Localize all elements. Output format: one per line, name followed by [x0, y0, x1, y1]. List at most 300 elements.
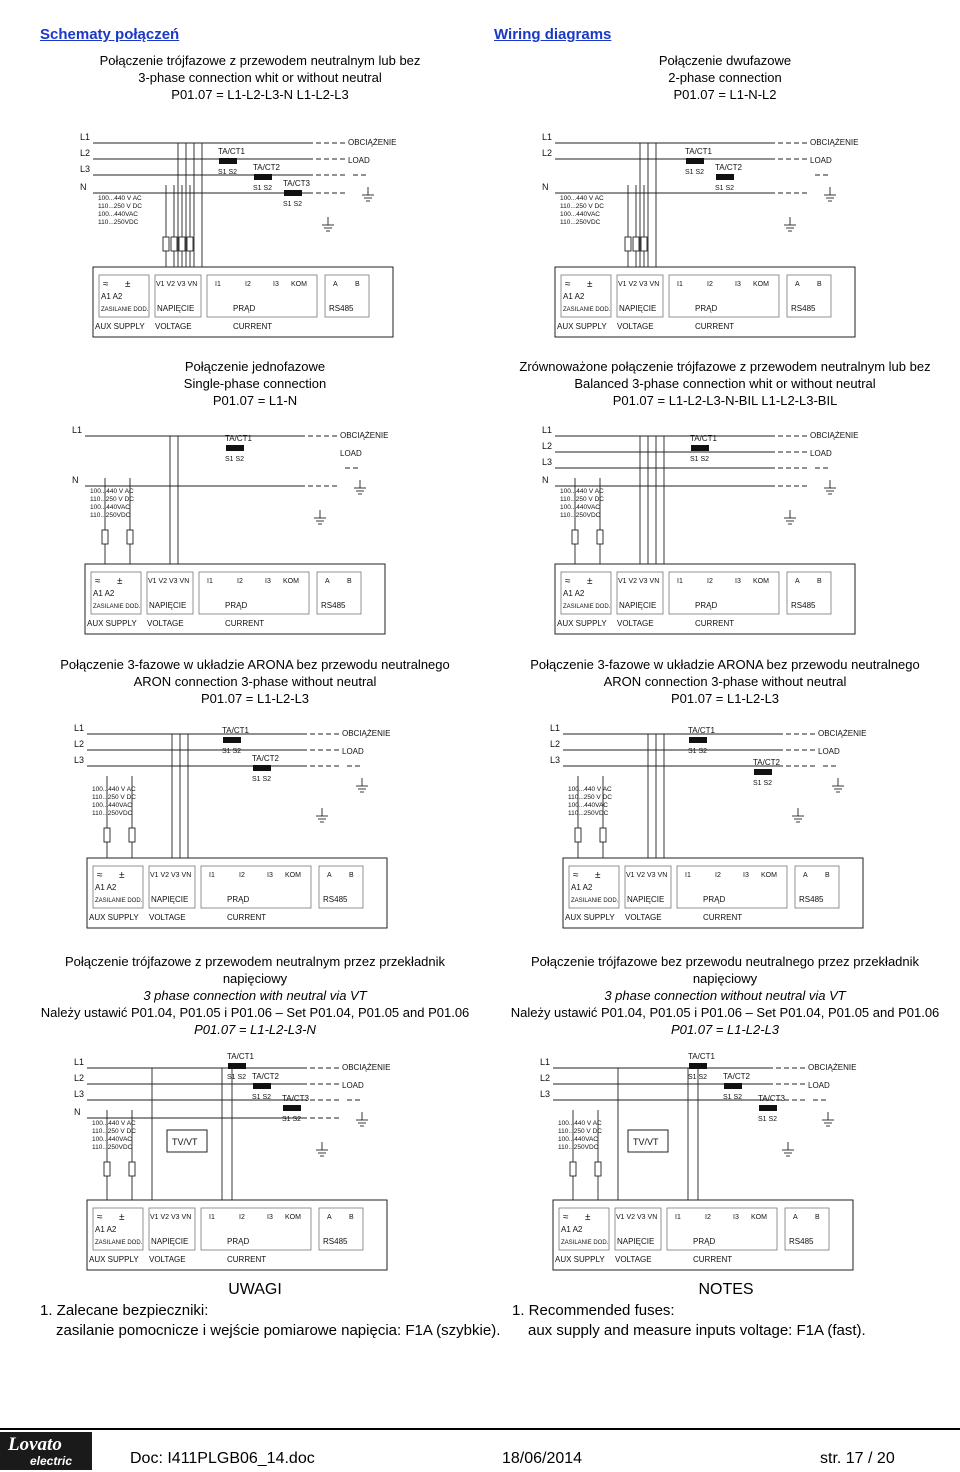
supply-spec: 100...440VAC [92, 802, 132, 809]
diagram-label: A1 A2 [561, 1225, 583, 1234]
diagram-label: KOM [751, 1214, 767, 1221]
caption-3: Połączenie jednofazowe Single-phase connection P01.07 = L1-N [183, 359, 327, 408]
ct-label: TA/CT2 [252, 754, 279, 763]
diagram-label: NAPIĘCIE [151, 895, 189, 904]
dc-symbol: ± [119, 1212, 125, 1223]
ct-label: TA/CT1 [685, 147, 712, 156]
diagram-label: PRĄD [703, 895, 726, 904]
supply-spec: 100...440 V AC [92, 786, 136, 793]
phase-label: L1 [72, 425, 83, 435]
diagram-label: CURRENT [227, 913, 267, 922]
ct-terminals: S1 S2 [758, 1116, 778, 1123]
current-transformer-icon [223, 737, 241, 743]
ct-terminals: S1 S2 [685, 169, 705, 176]
fuse-icon [595, 1162, 601, 1176]
load-label-pl: OBCIĄŻENIE [342, 729, 391, 738]
diagram-label: B [349, 872, 354, 879]
fuse-icon [129, 828, 135, 842]
diagram-label: PRĄD [233, 304, 256, 313]
polish-section-title: Schematy połączeń [40, 26, 180, 43]
ct-terminals: S1 S2 [283, 201, 303, 208]
diagram-label: I1 [677, 281, 683, 288]
diagram-label: KOM [291, 281, 307, 288]
diagram-label: I2 [707, 281, 713, 288]
diagram-label: I2 [239, 1214, 245, 1221]
diagram-label: PRĄD [695, 304, 718, 313]
notes-text-pl: zasilanie pomocnicze i wejście pomiarowe napięcia: F1A (szybkie). [56, 1322, 501, 1339]
fuse-icon [102, 530, 108, 544]
supply-spec: 100...440VAC [568, 802, 608, 809]
diagram-label: VOLTAGE [155, 322, 192, 331]
ac-symbol: ≈ [103, 279, 109, 290]
document-id: Doc: I411PLGB06_14.doc [130, 1450, 315, 1467]
notes-item-pl: 1. Zalecane bezpieczniki: [40, 1302, 209, 1319]
phase-label: L1 [540, 1057, 551, 1067]
supply-spec: 110...250VDC [558, 1144, 599, 1151]
diagram-label: A [327, 872, 332, 879]
diagram-label: AUX SUPPLY [89, 913, 139, 922]
diagram-label: PRĄD [695, 601, 718, 610]
diagram-label: RS485 [323, 895, 348, 904]
diagram-label: ZASILANIE DOD. [95, 1240, 143, 1246]
supply-spec: 100...440 V AC [560, 195, 604, 202]
fuse-icon [633, 237, 639, 251]
diagram-label: PRĄD [227, 895, 250, 904]
dc-symbol: ± [595, 870, 601, 881]
supply-spec: 100...440 V AC [90, 488, 134, 495]
wiring-diagram-balanced [540, 418, 900, 640]
ct-label: TA/CT1 [218, 147, 245, 156]
diagram-label: I2 [237, 578, 243, 585]
supply-spec: 110...250VDC [92, 810, 133, 817]
supply-spec: 100...440VAC [92, 1136, 132, 1143]
diagram-label: A [327, 1214, 332, 1221]
diagram-label: V1 V2 V3 VN [150, 1214, 192, 1221]
ct-terminals: S1 S2 [252, 1094, 272, 1101]
diagram-label: CURRENT [695, 619, 735, 628]
supply-spec: 100...440 V AC [560, 488, 604, 495]
supply-spec: 110...250VDC [560, 219, 601, 226]
supply-spec: 110...250 V DC [92, 794, 136, 801]
phase-label: N [542, 475, 549, 485]
diagram-label: I3 [733, 1214, 739, 1221]
fuse-icon [600, 828, 606, 842]
caption-4: Zrównoważone połączenie trójfazowe z przewodem neutralnym lub bez Balanced 3-phase connection whit or without neutral P01.07 = L1-L2-L3-N-BIL L1-L2-L3-BIL [519, 359, 931, 408]
dc-symbol: ± [585, 1212, 591, 1223]
notes-text-en: aux supply and measure inputs voltage: F1A (fast). [528, 1322, 866, 1339]
diagram-label: RS485 [799, 895, 824, 904]
wiring-diagram-3phase [78, 125, 438, 343]
phase-label: L2 [542, 148, 553, 158]
diagram-label: I2 [239, 872, 245, 879]
current-transformer-icon [226, 445, 244, 451]
ct-label: TA/CT1 [688, 726, 715, 735]
ac-symbol: ≈ [565, 576, 571, 587]
diagram-label: VOLTAGE [625, 913, 662, 922]
phase-label: L2 [542, 441, 553, 451]
wiring-diagram-vt-no-neutral [538, 1050, 898, 1278]
load-label-pl: OBCIĄŻENIE [348, 138, 397, 147]
caption-2: Połączenie dwufazowe 2-phase connection P01.07 = L1-N-L2 [658, 53, 792, 102]
diagram-label: V1 V2 V3 VN [616, 1214, 658, 1221]
current-transformer-icon [284, 190, 302, 196]
diagram-label: CURRENT [695, 322, 735, 331]
ac-symbol: ≈ [97, 870, 103, 881]
wiring-diagram-single-phase [70, 418, 430, 640]
diagram-label: NAPIĘCIE [149, 601, 187, 610]
ct-label: TA/CT3 [282, 1094, 309, 1103]
diagram-label: KOM [283, 578, 299, 585]
load-label-pl: OBCIĄŻENIE [810, 138, 859, 147]
wiring-diagram-vt-neutral [72, 1050, 432, 1278]
diagram-label: I2 [707, 578, 713, 585]
diagram-label: CURRENT [693, 1255, 733, 1264]
supply-spec: 110...250VDC [92, 1144, 133, 1151]
phase-label: L2 [550, 739, 561, 749]
current-transformer-icon [716, 174, 734, 180]
diagram-label: ZASILANIE DOD. [561, 1240, 609, 1246]
diagram-label: A1 A2 [93, 589, 115, 598]
ct-terminals: S1 S2 [253, 185, 273, 192]
phase-label: L1 [542, 425, 553, 435]
diagram-label: I3 [267, 1214, 273, 1221]
wiring-diagram-aron-1 [72, 716, 432, 934]
phase-label: L2 [74, 739, 85, 749]
supply-spec: 110...250 V DC [92, 1128, 136, 1135]
current-transformer-icon [228, 1063, 246, 1069]
diagram-label: VOLTAGE [149, 913, 186, 922]
ac-symbol: ≈ [95, 576, 101, 587]
diagram-label: RS485 [323, 1237, 348, 1246]
diagram-label: A1 A2 [563, 589, 585, 598]
phase-label: N [72, 475, 79, 485]
phase-label: N [542, 182, 549, 192]
load-label-pl: OBCIĄŻENIE [810, 431, 859, 440]
diagram-label: V1 V2 V3 VN [626, 872, 668, 879]
diagram-label: NAPIĘCIE [151, 1237, 189, 1246]
diagram-label: I1 [685, 872, 691, 879]
wiring-diagram-aron-2 [548, 716, 908, 934]
dc-symbol: ± [587, 576, 593, 587]
phase-label: L3 [542, 457, 553, 467]
diagram-label: NAPIĘCIE [619, 304, 657, 313]
diagram-label: AUX SUPPLY [557, 619, 607, 628]
diagram-label: VOLTAGE [615, 1255, 652, 1264]
supply-spec: 110...250VDC [98, 219, 139, 226]
diagram-label: NAPIĘCIE [619, 601, 657, 610]
fuse-icon [163, 237, 169, 251]
diagram-label: B [347, 578, 352, 585]
ct-label: TA/CT2 [723, 1072, 750, 1081]
dc-symbol: ± [119, 870, 125, 881]
diagram-label: I1 [209, 872, 215, 879]
diagram-label: VOLTAGE [617, 619, 654, 628]
ct-terminals: S1 S2 [688, 748, 708, 755]
dc-symbol: ± [587, 279, 593, 290]
diagram-label: KOM [285, 1214, 301, 1221]
fuse-icon [171, 237, 177, 251]
fuse-icon [104, 1162, 110, 1176]
ct-terminals: S1 S2 [252, 776, 272, 783]
ct-terminals: S1 S2 [690, 456, 710, 463]
load-label-en: LOAD [810, 156, 832, 165]
current-transformer-icon [253, 765, 271, 771]
supply-spec: 100...440 V AC [98, 195, 142, 202]
ct-label: TA/CT2 [753, 758, 780, 767]
diagram-label: PRĄD [227, 1237, 250, 1246]
ct-terminals: S1 S2 [688, 1074, 708, 1081]
supply-spec: 110...250 V DC [560, 203, 604, 210]
load-label-pl: OBCIĄŻENIE [818, 729, 867, 738]
supply-spec: 100...440VAC [560, 504, 600, 511]
diagram-label: AUX SUPPLY [565, 913, 615, 922]
current-transformer-icon [754, 769, 772, 775]
load-label-en: LOAD [810, 449, 832, 458]
diagram-label: I3 [265, 578, 271, 585]
phase-label: L2 [74, 1073, 85, 1083]
load-label-en: LOAD [348, 156, 370, 165]
vt-label: TV/VT [633, 1137, 659, 1147]
diagram-label: RS485 [329, 304, 354, 313]
page-number: str. 17 / 20 [820, 1450, 895, 1467]
load-label-en: LOAD [340, 449, 362, 458]
diagram-label: I1 [215, 281, 221, 288]
fuse-icon [625, 237, 631, 251]
diagram-label: ZASILANIE DOD. [563, 307, 611, 313]
diagram-label: PRĄD [693, 1237, 716, 1246]
diagram-label: B [825, 872, 830, 879]
diagram-label: CURRENT [703, 913, 743, 922]
diagram-label: CURRENT [225, 619, 265, 628]
load-label-en: LOAD [808, 1081, 830, 1090]
phase-label: L3 [74, 755, 85, 765]
current-transformer-icon [253, 1083, 271, 1089]
current-transformer-icon [759, 1105, 777, 1111]
diagram-label: NAPIĘCIE [157, 304, 195, 313]
ac-symbol: ≈ [563, 1212, 569, 1223]
phase-label: N [80, 182, 87, 192]
diagram-label: ZASILANIE DOD. [93, 604, 141, 610]
diagram-label: ZASILANIE DOD. [571, 898, 619, 904]
ac-symbol: ≈ [97, 1212, 103, 1223]
diagram-label: I2 [715, 872, 721, 879]
diagram-label: I3 [273, 281, 279, 288]
wiring-diagram-2phase [540, 125, 900, 343]
phase-label: L1 [74, 1057, 85, 1067]
fuse-icon [127, 530, 133, 544]
diagram-label: CURRENT [227, 1255, 267, 1264]
diagram-label: AUX SUPPLY [555, 1255, 605, 1264]
current-transformer-icon [283, 1105, 301, 1111]
supply-spec: 100...440 V AC [92, 1120, 136, 1127]
ct-label: TA/CT1 [227, 1052, 254, 1061]
diagram-label: AUX SUPPLY [95, 322, 145, 331]
fuse-icon [179, 237, 185, 251]
diagram-label: NAPIĘCIE [627, 895, 665, 904]
fuse-icon [641, 237, 647, 251]
phase-label: L1 [550, 723, 561, 733]
ct-label: TA/CT2 [252, 1072, 279, 1081]
ct-label: TA/CT1 [690, 434, 717, 443]
diagram-label: KOM [753, 281, 769, 288]
ac-symbol: ≈ [565, 279, 571, 290]
diagram-label: VOLTAGE [149, 1255, 186, 1264]
phase-label: L2 [80, 148, 91, 158]
supply-spec: 110...250VDC [560, 512, 601, 519]
notes-item-en: 1. Recommended fuses: [512, 1302, 675, 1319]
diagram-label: B [815, 1214, 820, 1221]
diagram-label: V1 V2 V3 VN [618, 281, 660, 288]
phase-label: L1 [74, 723, 85, 733]
phase-label: L1 [542, 132, 553, 142]
diagram-label: A [333, 281, 338, 288]
notes-title-pl: UWAGI [228, 1281, 282, 1298]
ac-symbol: ≈ [573, 870, 579, 881]
diagram-label: NAPIĘCIE [617, 1237, 655, 1246]
diagram-label: I3 [743, 872, 749, 879]
caption-5: Połączenie 3-fazowe w układzie ARONA bez przewodu neutralnego ARON connection 3-phase without neutral P01.07 = L1-L2-L3 [60, 657, 450, 706]
load-label-pl: OBCIĄŻENIE [340, 431, 389, 440]
diagram-label: A1 A2 [563, 292, 585, 301]
diagram-label: A1 A2 [101, 292, 123, 301]
diagram-label: B [817, 281, 822, 288]
diagram-label: PRĄD [225, 601, 248, 610]
diagram-label: B [355, 281, 360, 288]
diagram-label: I2 [705, 1214, 711, 1221]
diagram-label: AUX SUPPLY [87, 619, 137, 628]
diagram-label: AUX SUPPLY [557, 322, 607, 331]
load-label-en: LOAD [342, 1081, 364, 1090]
diagram-label: A1 A2 [95, 1225, 117, 1234]
load-label-en: LOAD [818, 747, 840, 756]
diagram-label: VOLTAGE [617, 322, 654, 331]
current-transformer-icon [724, 1083, 742, 1089]
diagram-label: AUX SUPPLY [89, 1255, 139, 1264]
ct-terminals: S1 S2 [218, 169, 238, 176]
supply-spec: 100...440VAC [560, 211, 600, 218]
diagram-label: I3 [267, 872, 273, 879]
ct-label: TA/CT1 [225, 434, 252, 443]
diagram-label: I2 [245, 281, 251, 288]
diagram-label: ZASILANIE DOD. [563, 604, 611, 610]
load-label-pl: OBCIĄŻENIE [808, 1063, 857, 1072]
current-transformer-icon [219, 158, 237, 164]
diagram-label: A1 A2 [95, 883, 117, 892]
caption-7: Połączenie trójfazowe z przewodem neutralnym przez przekładnik napięciowy 3 phase connection with neutral via VT Należy ustawić P01.04, P01.05 i P01.06 – Set P01.04, P01.05 and P01.06 P01.07 = L1-L2-L3-N [40, 954, 470, 1037]
ct-label: TA/CT1 [222, 726, 249, 735]
phase-label: L2 [540, 1073, 551, 1083]
dc-symbol: ± [125, 279, 131, 290]
ct-label: TA/CT3 [283, 179, 310, 188]
caption-1: Połączenie trójfazowe z przewodem neutralnym lub bez 3-phase connection whit or without neutral P01.07 = L1-L2-L3-N L1-L2-L3 [99, 53, 421, 102]
ct-label: TA/CT2 [715, 163, 742, 172]
ct-terminals: S1 S2 [282, 1116, 302, 1123]
supply-spec: 110...250VDC [568, 810, 609, 817]
current-transformer-icon [691, 445, 709, 451]
diagram-label: KOM [753, 578, 769, 585]
diagram-label: I1 [675, 1214, 681, 1221]
diagram-label: B [349, 1214, 354, 1221]
ct-label: TA/CT2 [253, 163, 280, 172]
diagram-label: A [795, 578, 800, 585]
fuse-icon [129, 1162, 135, 1176]
supply-spec: 100...440VAC [98, 211, 138, 218]
lovato-logo: Lovato electric [0, 1432, 92, 1470]
diagram-label: A1 A2 [571, 883, 593, 892]
english-section-title: Wiring diagrams [494, 26, 612, 43]
diagram-label: ZASILANIE DOD. [95, 898, 143, 904]
ct-terminals: S1 S2 [222, 748, 242, 755]
diagram-label: I1 [209, 1214, 215, 1221]
diagram-label: V1 V2 V3 VN [156, 281, 198, 288]
phase-label: L3 [80, 164, 91, 174]
diagram-label: A [325, 578, 330, 585]
notes-title-en: NOTES [698, 1281, 754, 1298]
diagram-label: VOLTAGE [147, 619, 184, 628]
ct-terminals: S1 S2 [715, 185, 735, 192]
diagram-label: V1 V2 V3 VN [150, 872, 192, 879]
footer-rule [0, 1428, 960, 1430]
fuse-icon [597, 530, 603, 544]
supply-spec: 110...250 V DC [98, 203, 142, 210]
supply-spec: 110...250VDC [90, 512, 131, 519]
phase-label: L3 [540, 1089, 551, 1099]
load-label-pl: OBCIĄŻENIE [342, 1063, 391, 1072]
diagram-label: V1 V2 V3 VN [618, 578, 660, 585]
diagram-label: RS485 [321, 601, 346, 610]
current-transformer-icon [254, 174, 272, 180]
fuse-icon [575, 828, 581, 842]
diagram-label: I3 [735, 281, 741, 288]
diagram-label: A [803, 872, 808, 879]
document-date: 18/06/2014 [502, 1450, 583, 1467]
supply-spec: 100...440 V AC [558, 1120, 602, 1127]
current-transformer-icon [686, 158, 704, 164]
supply-spec: 110...250 V DC [90, 496, 134, 503]
diagram-label: KOM [761, 872, 777, 879]
fuse-icon [187, 237, 193, 251]
ct-label: TA/CT3 [758, 1094, 785, 1103]
supply-spec: 110...250 V DC [560, 496, 604, 503]
fuse-icon [570, 1162, 576, 1176]
diagram-label: B [817, 578, 822, 585]
supply-spec: 110...250 V DC [558, 1128, 602, 1135]
diagram-label: A [795, 281, 800, 288]
diagram-label: I3 [735, 578, 741, 585]
ct-terminals: S1 S2 [723, 1094, 743, 1101]
fuse-icon [104, 828, 110, 842]
current-transformer-icon [689, 737, 707, 743]
diagram-label: I1 [207, 578, 213, 585]
diagram-label: ZASILANIE DOD. [101, 307, 149, 313]
ct-terminals: S1 S2 [227, 1074, 247, 1081]
phase-label: L3 [74, 1089, 85, 1099]
diagram-label: I1 [677, 578, 683, 585]
supply-spec: 100...440VAC [558, 1136, 598, 1143]
dc-symbol: ± [117, 576, 123, 587]
ct-label: TA/CT1 [688, 1052, 715, 1061]
vt-label: TV/VT [172, 1137, 198, 1147]
fuse-icon [572, 530, 578, 544]
caption-6: Połączenie 3-fazowe w układzie ARONA bez przewodu neutralnego ARON connection 3-phase without neutral P01.07 = L1-L2-L3 [530, 657, 920, 706]
supply-spec: 110...250 V DC [568, 794, 612, 801]
ct-terminals: S1 S2 [753, 780, 773, 787]
diagram-label: CURRENT [233, 322, 273, 331]
caption-8: Połączenie trójfazowe bez przewodu neutralnego przez przekładnik napięciowy 3 phase connection without neutral via VT Należy ustawić P01.04, P01.05 i P01.06 – Set P01.04, P01.05 and P01.06 P01.07 = L1-L2-L3 [510, 954, 940, 1037]
phase-label: N [74, 1107, 81, 1117]
diagram-label: RS485 [791, 304, 816, 313]
ct-terminals: S1 S2 [225, 456, 245, 463]
